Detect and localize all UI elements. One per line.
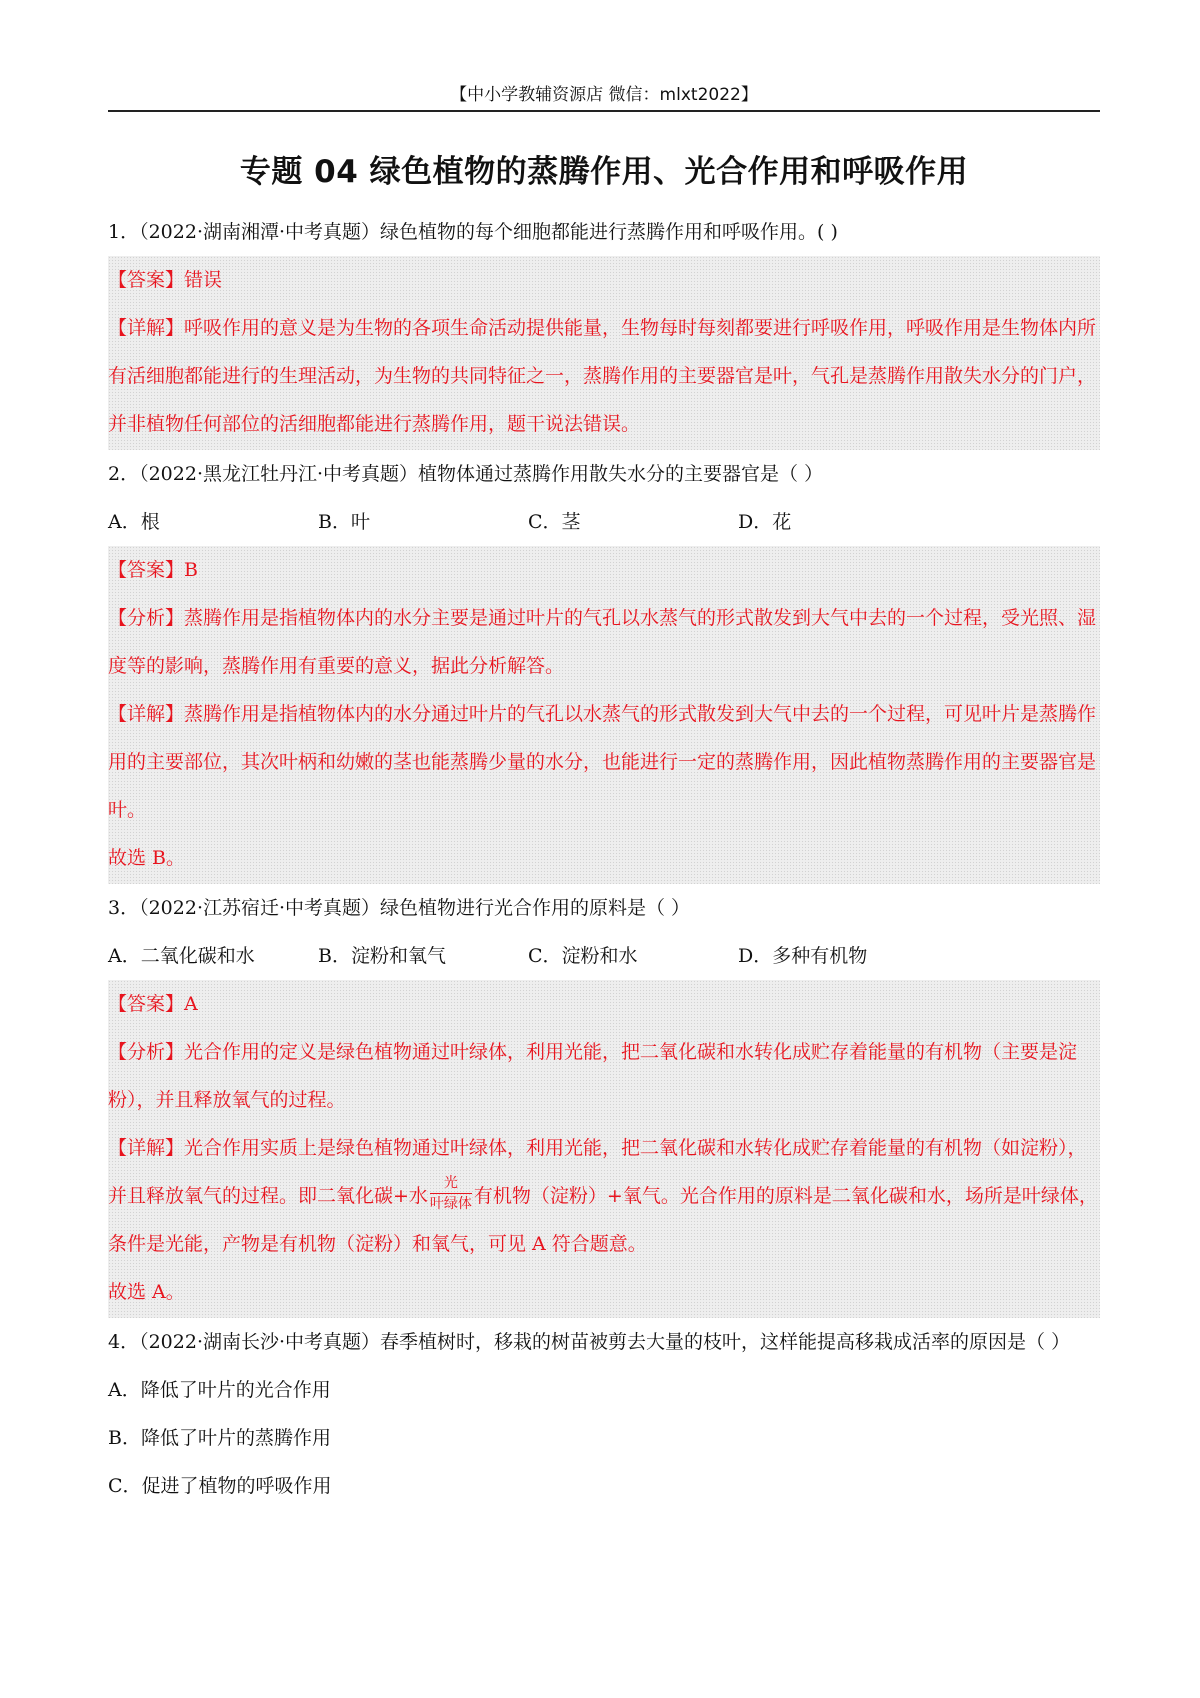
q2-options (108, 498, 1100, 546)
fraction-denominator: 叶绿体 (429, 1195, 472, 1212)
q1-answer-box (108, 256, 1100, 450)
q3-stem: 3．（2022·江苏宿迁·中考真题）绿色植物进行光合作用的原料是（ ） (108, 897, 691, 919)
q3-answer: 【答案】A (108, 993, 198, 1015)
q3-analysis: 【分析】光合作用的定义是绿色植物通过叶绿体，利用光能，把二氧化碳和水转化成贮存着能量的有机物（主要是淀粉），并且释放氧气的过程。 (108, 1041, 1078, 1111)
q3-option-c: C．淀粉和水 (528, 945, 638, 967)
q2-stem: 2．（2022·黑龙江牡丹江·中考真题）植物体通过蒸腾作用散失水分的主要器官是（ ） (108, 463, 824, 485)
q3-detail-part-b: 有机物（淀粉）+氧气。光合作用的原料是二氧化碳和水，场所是叶绿体，条件是光能，产物是有机物（淀粉）和氧气，可见 A 符合题意。 (108, 1185, 1098, 1255)
q2-option-c: C．茎 (528, 511, 581, 533)
q4-option-b: B．降低了叶片的蒸腾作用 (108, 1427, 331, 1449)
q2-analysis: 【分析】蒸腾作用是指植物体内的水分主要是通过叶片的气孔以水蒸气的形式散发到大气中去的一个过程，受光照、湿度等的影响，蒸腾作用有重要的意义，据此分析解答。 (108, 607, 1097, 677)
q3-option-a: A．二氧化碳和水 (108, 945, 255, 967)
q2-answer: 【答案】B (108, 559, 198, 581)
q1-stem: 1．（2022·湖南湘潭·中考真题）绿色植物的每个细胞都能进行蒸腾作用和呼吸作用。( ) (108, 221, 838, 243)
reaction-condition-fraction (430, 1175, 472, 1212)
q3-option-b: B．淀粉和氧气 (318, 945, 446, 967)
fraction-numerator: 光 (430, 1175, 472, 1194)
q3-options (108, 932, 1100, 980)
q4-option-c: C．促进了植物的呼吸作用 (108, 1475, 332, 1497)
q2-answer-box (108, 546, 1100, 884)
header-divider (108, 110, 1100, 112)
q3-detail-part-a: 【详解】光合作用实质上是绿色植物通过叶绿体，利用光能，把二氧化碳和水转化成贮存着能量的有机物（如淀粉），并且释放氧气的过程。即二氧化碳+水 (108, 1137, 1087, 1207)
q2-conclusion: 故选 B。 (108, 847, 186, 869)
q2-option-d: D．花 (738, 511, 792, 533)
q3-answer-box (108, 980, 1100, 1318)
q4-option-a: A．降低了叶片的光合作用 (108, 1379, 331, 1401)
page-header: 【中小学教辅资源店 微信：mlxt2022】 (450, 85, 758, 105)
q2-option-b: B．叶 (318, 511, 370, 533)
q3-conclusion: 故选 A。 (108, 1281, 185, 1303)
page-title: 专题 04 绿色植物的蒸腾作用、光合作用和呼吸作用 (239, 154, 969, 190)
q3-detail (108, 1124, 1100, 1268)
q1-answer: 【答案】错误 (108, 269, 223, 291)
q4-stem: 4．（2022·湖南长沙·中考真题）春季植树时，移栽的树苗被剪去大量的枝叶，这样能提高移栽成活率的原因是（ ） (108, 1331, 1071, 1353)
q1-detail: 【详解】呼吸作用的意义是为生物的各项生命活动提供能量，生物每时每刻都要进行呼吸作用，呼吸作用是生物体内所有活细胞都能进行的生理活动，为生物的共同特征之一，蒸腾作用的主要器官是叶，气孔是蒸腾作用散失水分的门户，并非植物任何部位的活细胞都能进行蒸腾作用，题干说法错误。 (108, 317, 1097, 435)
q3-option-d: D．多种有机物 (738, 945, 868, 967)
q2-detail: 【详解】蒸腾作用是指植物体内的水分通过叶片的气孔以水蒸气的形式散发到大气中去的一个过程，可见叶片是蒸腾作用的主要部位，其次叶柄和幼嫩的茎也能蒸腾少量的水分，也能进行一定的蒸腾作用，因此植物蒸腾作用的主要器官是叶。 (108, 703, 1097, 821)
content (108, 208, 1100, 1510)
q2-option-a: A．根 (108, 511, 160, 533)
